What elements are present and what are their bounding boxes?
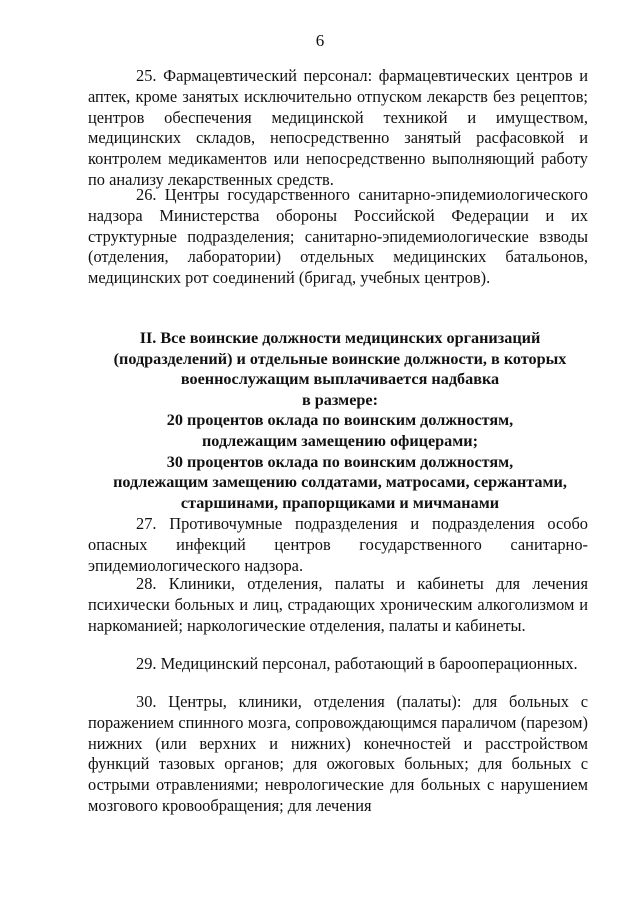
paragraph-28-block: [88, 574, 588, 636]
paragraph-28: 28. Клиники, отделения, палаты и кабинеты для лечения психически больных и лиц, страдающих хроническим алкоголизмом и наркоманией; наркологические отделения, палаты и кабинеты.: [88, 574, 588, 635]
paragraph-25-block: [88, 66, 588, 191]
section-heading-line: подлежащим замещению солдатами, матросами, сержантами,: [113, 473, 567, 492]
section-heading-line: подлежащим замещению офицерами;: [201, 431, 478, 450]
section-heading: [60, 328, 620, 513]
paragraph-29: 29. Медицинский персонал, работающий в барооперационных.: [136, 654, 578, 673]
paragraph-26-block: [88, 185, 588, 289]
paragraph-30: 30. Центры, клиники, отделения (палаты): для больных с поражением спинного мозга, сопровождающимся параличом (парезом) нижних (или верхних и нижних) конечностей и расстройством функций тазовых органов; для ожоговых больных; для больных с острыми отравлениями; неврологические для больных с нарушением мозгового кровообращения; для лечения: [88, 692, 588, 815]
section-heading-line: 20 процентов оклада по воинским должностям,: [166, 411, 514, 430]
section-heading-line: (подразделений) и отдельные воинские должности, в которых: [113, 349, 567, 368]
section-heading-line: II. Все воинские должности медицинских организаций: [139, 329, 541, 347]
paragraph-25: 25. Фармацевтический персонал: фармацевтических центров и аптек, кроме занятых исключительно отпуском лекарств без рецептов; центров обеспечения медицинской техникой и имуществом, медицинских складов, непосредственно занятый расфасовкой и контролем медикаментов или непосредственно выполняющий работу по анализу лекарственных средств.: [88, 66, 588, 189]
paragraph-27-block: [88, 514, 588, 576]
paragraph-26: 26. Центры государственного санитарно-эпидемиологического надзора Министерства обороны Российской Федерации и их структурные подразделения; санитарно-эпидемиологические взводы (отделения, лаборатории) отдельных медицинских батальонов, медицинских рот соединений (бригад, учебных центров).: [88, 185, 588, 288]
page-number: 6: [315, 31, 325, 50]
section-heading-line: в размере:: [302, 390, 378, 409]
section-heading-line: старшинами, прапорщиками и мичманами: [180, 493, 500, 512]
section-heading-line: 30 процентов оклада по воинским должностям,: [166, 452, 514, 471]
paragraph-29-block: [88, 654, 588, 675]
section-heading-line: военнослужащим выплачивается надбавка: [180, 370, 500, 389]
paragraph-27: 27. Противочумные подразделения и подразделения особо опасных инфекций центров государственного санитарно-эпидемиологического надзора.: [88, 514, 588, 575]
paragraph-30-block: [88, 692, 588, 817]
